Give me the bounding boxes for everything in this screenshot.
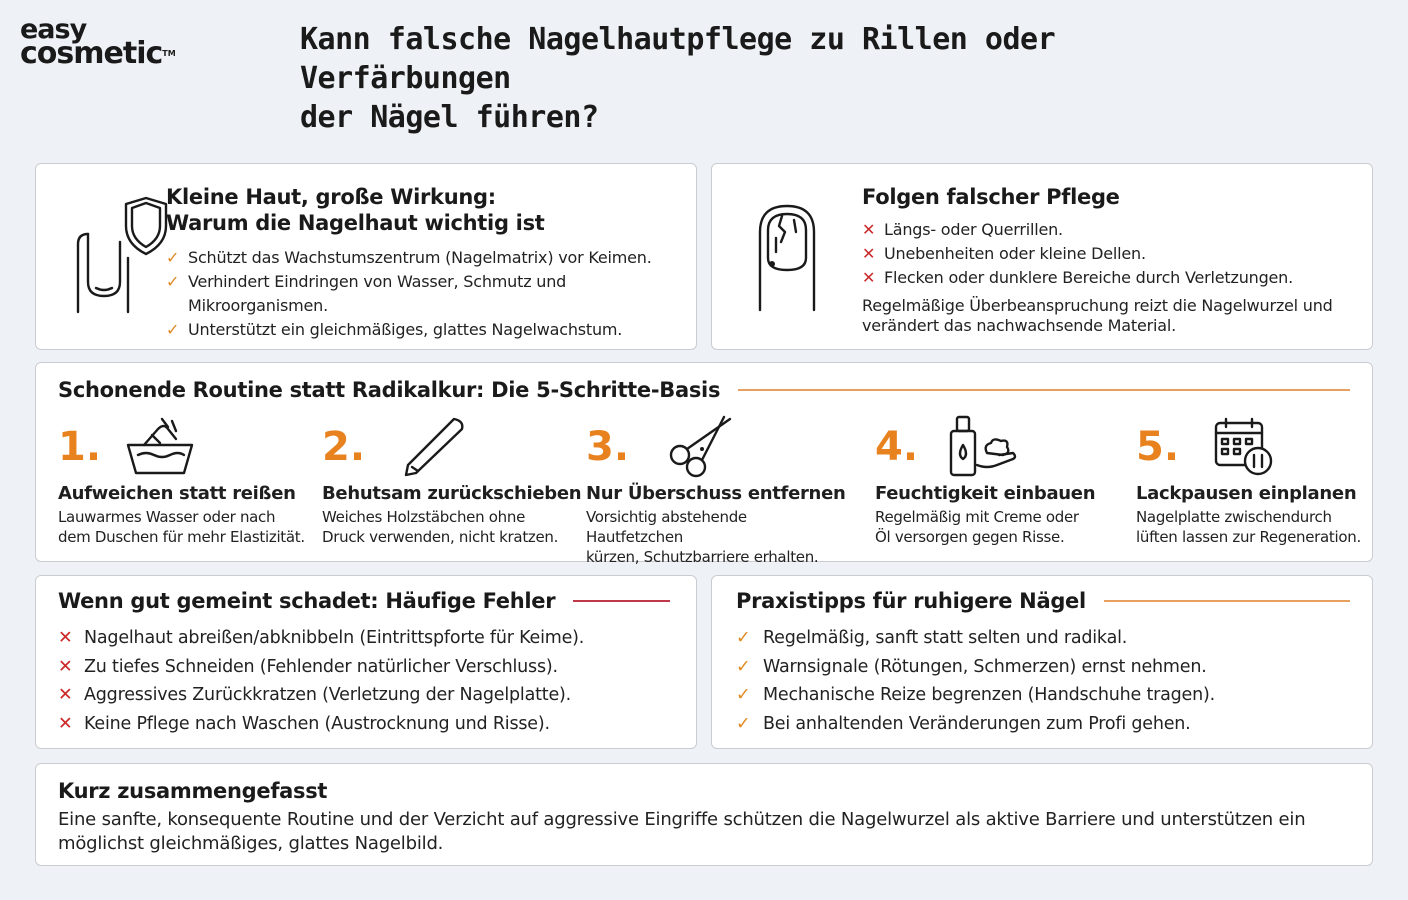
list-item-text: Längs- oder Querrillen. (884, 220, 1063, 239)
bowl-hand-icon (124, 415, 196, 481)
step-desc-line2: Öl versorgen gegen Risse. (875, 528, 1065, 546)
step-desc-line2: Druck verwenden, nicht kratzen. (322, 528, 559, 546)
step-number: 5. (1136, 424, 1180, 470)
importance-title-line2: Warum die Nagelhaut wichtig ist (166, 211, 545, 235)
routine-card (35, 362, 1373, 566)
list-item-text: Unterstützt ein gleichmäßiges, glattes Nagelwachstum. (188, 320, 623, 339)
mistakes-title: Wenn gut gemeint schadet: Häufige Fehler (58, 589, 556, 613)
list-item (736, 710, 1215, 739)
summary-title: Kurz zusammengefasst (58, 779, 328, 803)
list-item-text: Aggressives Zurückkratzen (Verletzung der Nagelplatte). (84, 685, 571, 705)
logo-tm: TM (162, 49, 176, 58)
list-item (166, 246, 696, 270)
page-title-line2: der Nägel führen? (300, 100, 599, 135)
step-desc (875, 507, 1135, 547)
summary-card (35, 763, 1373, 866)
step-desc-line1: Weiches Holzstäbchen ohne (322, 508, 525, 526)
list-item (58, 653, 584, 682)
check-icon: ✓ (736, 656, 751, 677)
scissors-icon (668, 415, 734, 483)
logo-line2: cosmetic (20, 36, 163, 71)
step-desc-line2: lüften lassen zur Regeneration. (1136, 528, 1361, 546)
list-item (58, 710, 584, 739)
step-desc (586, 507, 846, 567)
step-number: 2. (322, 424, 366, 470)
step-number: 4. (875, 424, 919, 470)
section-rule (573, 600, 670, 602)
step-desc (58, 507, 318, 547)
mistakes-list (58, 624, 584, 738)
cross-icon: ✕ (58, 685, 73, 705)
section-rule (1104, 600, 1350, 602)
step-desc-line1: Regelmäßig mit Creme oder (875, 508, 1079, 526)
consequences-title: Folgen falscher Pflege (862, 185, 1120, 209)
cross-icon: ✕ (862, 268, 876, 287)
list-item (862, 218, 1352, 242)
check-icon: ✓ (736, 713, 751, 734)
list-item (736, 681, 1215, 710)
list-item-text: Flecken oder dunklere Bereiche durch Verletzungen. (884, 268, 1294, 287)
cross-icon: ✕ (58, 713, 73, 734)
list-item-text: Zu tiefes Schneiden (Fehlender natürlicher Verschluss). (84, 656, 558, 677)
calendar-pause-icon (1212, 415, 1276, 481)
stick-icon (402, 415, 468, 481)
step-title: Lackpausen einplanen (1136, 483, 1357, 504)
routine-title: Schonende Routine statt Radikalkur: Die 5-Schritte-Basis (58, 378, 721, 402)
cross-icon: ✕ (862, 244, 876, 263)
list-item (862, 266, 1352, 290)
brand-logo (20, 14, 176, 71)
step-desc-line1: Lauwarmes Wasser oder nach (58, 508, 276, 526)
list-item (58, 624, 584, 653)
step-title: Aufweichen statt reißen (58, 483, 296, 504)
tips-card (711, 575, 1373, 749)
check-icon: ✓ (166, 248, 180, 267)
consequences-card (711, 163, 1373, 350)
mistakes-card (35, 575, 697, 749)
cross-icon: ✕ (58, 628, 73, 648)
consequences-note: Regelmäßige Überbeanspruchung reizt die Nagelwurzel und verändert das nachwachsende Material. (862, 296, 1333, 335)
cross-icon: ✕ (862, 220, 876, 239)
list-item-text: Mechanische Reize begrenzen (Handschuhe tragen). (763, 685, 1215, 705)
page-title (300, 20, 1260, 137)
list-item (862, 242, 1352, 266)
cream-icon (947, 413, 1019, 483)
page-title-line1: Kann falsche Nagelhautpflege zu Rillen oder Verfärbungen (300, 22, 1056, 96)
check-icon: ✓ (736, 685, 751, 705)
list-item-text: Unebenheiten oder kleine Dellen. (884, 244, 1146, 263)
importance-title-line1: Kleine Haut, große Wirkung: (166, 185, 496, 209)
step-number: 1. (58, 424, 102, 470)
check-icon: ✓ (166, 272, 180, 291)
step-title: Feuchtigkeit einbauen (875, 483, 1096, 504)
tips-title: Praxistipps für ruhigere Nägel (736, 589, 1086, 613)
step-desc (1136, 507, 1396, 547)
list-item-text: Schützt das Wachstumszentrum (Nagelmatrix) vor Keimen. (188, 248, 652, 267)
check-icon: ✓ (736, 628, 751, 648)
tips-list (736, 624, 1215, 738)
list-item (166, 318, 696, 342)
consequences-list (862, 218, 1352, 290)
list-item-text: Bei anhaltenden Veränderungen zum Profi gehen. (763, 713, 1191, 734)
importance-card (35, 163, 697, 350)
step-desc-line2: kürzen, Schutzbarriere erhalten. (586, 548, 819, 566)
importance-title (166, 184, 696, 236)
finger-shield-icon (68, 194, 178, 318)
step-title: Nur Überschuss entfernen (586, 483, 846, 504)
step-desc-line1: Vorsichtig abstehende Hautfetzchen (586, 508, 747, 546)
list-item (736, 653, 1215, 682)
logo-line1: easy (20, 14, 87, 45)
summary-text: Eine sanfte, konsequente Routine und der Verzicht auf aggressive Eingriffe schützen die Nagelwurzel als aktive Barriere und unterstützen ein möglichst gleichmäßiges, glattes Nagelbild. (58, 809, 1306, 854)
list-item (166, 270, 696, 318)
check-icon: ✓ (166, 320, 180, 339)
step-title: Behutsam zurückschieben (322, 483, 582, 504)
importance-list (166, 246, 696, 342)
list-item-text: Nagelhaut abreißen/abknibbeln (Eintrittspforte für Keime). (84, 628, 585, 648)
step-desc-line2: dem Duschen für mehr Elastizität. (58, 528, 305, 546)
section-rule (738, 389, 1350, 391)
list-item (736, 624, 1215, 653)
damaged-nail-icon (752, 202, 822, 316)
list-item-text: Warnsignale (Rötungen, Schmerzen) ernst nehmen. (763, 656, 1207, 677)
list-item-text: Keine Pflege nach Waschen (Austrocknung und Risse). (84, 713, 550, 734)
cross-icon: ✕ (58, 656, 73, 677)
list-item (58, 681, 584, 710)
list-item-text: Regelmäßig, sanft statt selten und radikal. (763, 628, 1128, 648)
step-desc-line1: Nagelplatte zwischendurch (1136, 508, 1332, 526)
list-item-text: Verhindert Eindringen von Wasser, Schmutz und Mikroorganismen. (188, 272, 567, 315)
step-desc (322, 507, 582, 547)
step-number: 3. (586, 424, 630, 470)
